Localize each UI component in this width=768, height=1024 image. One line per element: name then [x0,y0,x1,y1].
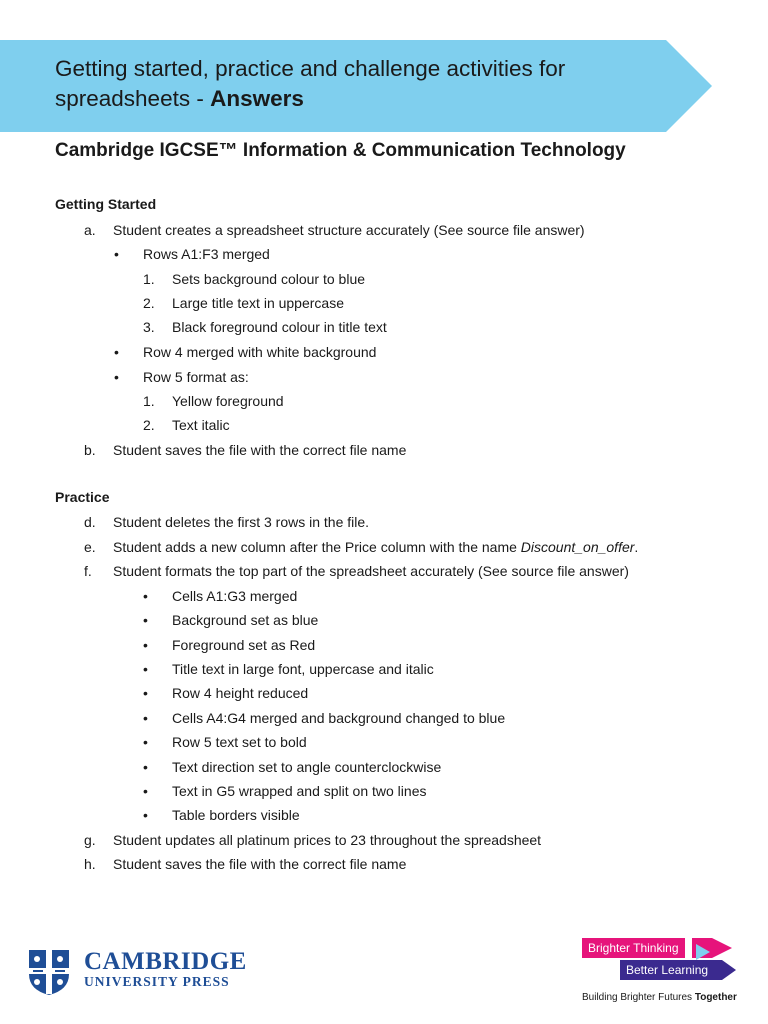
bullet-icon: • [143,710,148,726]
list-marker: 2. [143,295,155,311]
list-item-f: Student formats the top part of the spreadsheet accurately (See source file answer) [113,563,629,579]
bullet-icon: • [143,612,148,628]
list-marker: 2. [143,417,155,433]
bullet-item: Row 5 format as: [143,369,249,385]
numbered-item: Black foreground colour in title text [172,319,387,335]
title-line-1: Getting started, practice and challenge activities for [55,56,566,81]
tagline [582,992,737,1003]
bullet-item: Row 5 text set to bold [172,734,307,750]
bullet-item: Text in G5 wrapped and split on two lines [172,783,427,799]
bullet-item: Cells A1:G3 merged [172,588,298,604]
bullet-icon: • [143,637,148,653]
tagline-bold: Together [694,992,737,1003]
bullet-icon: • [114,369,119,385]
numbered-item: Sets background colour to blue [172,271,366,287]
list-item-a: Student creates a spreadsheet structure accurately (See source file answer) [113,222,585,238]
list-marker: e. [84,539,96,555]
bullet-item: Table borders visible [172,807,300,823]
list-item-e-end: . [634,539,639,555]
bullet-icon: • [143,734,148,750]
list-marker: h. [84,856,96,872]
bullet-icon: • [143,759,148,775]
list-item-b: Student saves the file with the correct file name [113,442,407,458]
cup-subwordmark: UNIVERSITY PRESS [84,974,230,989]
bullet-icon: • [114,246,119,262]
bullet-item: Foreground set as Red [172,637,316,653]
list-marker: b. [84,442,96,458]
document-title [55,54,675,114]
bullet-item: Row 4 height reduced [172,685,309,701]
cambridge-university-press-logo [27,948,277,998]
tagline-text: Building Brighter Futures [582,992,695,1003]
list-marker: a. [84,222,96,238]
list-item-e [113,538,638,556]
list-marker: 3. [143,319,155,335]
list-item-g: Student updates all platinum prices to 23 throughout the spreadsheet [113,832,542,848]
bullet-icon: • [143,661,148,677]
list-marker: g. [84,832,96,848]
list-marker: f. [84,563,92,579]
bullet-icon: • [143,588,148,604]
title-answers: Answers [210,86,304,111]
list-item-e-text: Student adds a new column after the Price column with the name [113,539,521,555]
list-marker: 1. [143,271,155,287]
title-line-2 [55,84,675,114]
title-line-2-text: spreadsheets - [55,86,211,111]
bullet-item: Rows A1:F3 merged [143,246,270,262]
bullet-icon: • [143,783,148,799]
document-subtitle: Cambridge IGCSE™ Information & Communication Technology [55,140,626,161]
section-heading-practice: Practice [55,489,110,505]
bullet-icon: • [143,807,148,823]
section-heading-getting-started: Getting Started [55,196,157,212]
bullet-item: Background set as blue [172,612,319,628]
brighter-thinking-label: Brighter Thinking [582,938,685,958]
shield-icon [27,948,71,996]
bullet-item: Text direction set to angle counterclockwise [172,759,442,775]
cup-wordmark: CAMBRIDGE [84,948,247,975]
bullet-icon: • [143,685,148,701]
list-item-h: Student saves the file with the correct file name [113,856,407,872]
numbered-item: Large title text in uppercase [172,295,344,311]
numbered-item: Text italic [172,417,230,433]
bullet-item: Cells A4:G4 merged and background changed to blue [172,710,506,726]
bullet-icon: • [114,344,119,360]
bullet-item: Title text in large font, uppercase and italic [172,661,434,677]
column-name: Discount_on_offer [520,539,635,555]
numbered-item: Yellow foreground [172,393,284,409]
list-item-d: Student deletes the first 3 rows in the file. [113,514,370,530]
list-marker: 1. [143,393,155,409]
brighter-thinking-logo [580,930,750,1010]
title-banner [0,40,712,132]
better-learning-label: Better Learning [620,960,714,980]
list-marker: d. [84,514,96,530]
bullet-item: Row 4 merged with white background [143,344,377,360]
